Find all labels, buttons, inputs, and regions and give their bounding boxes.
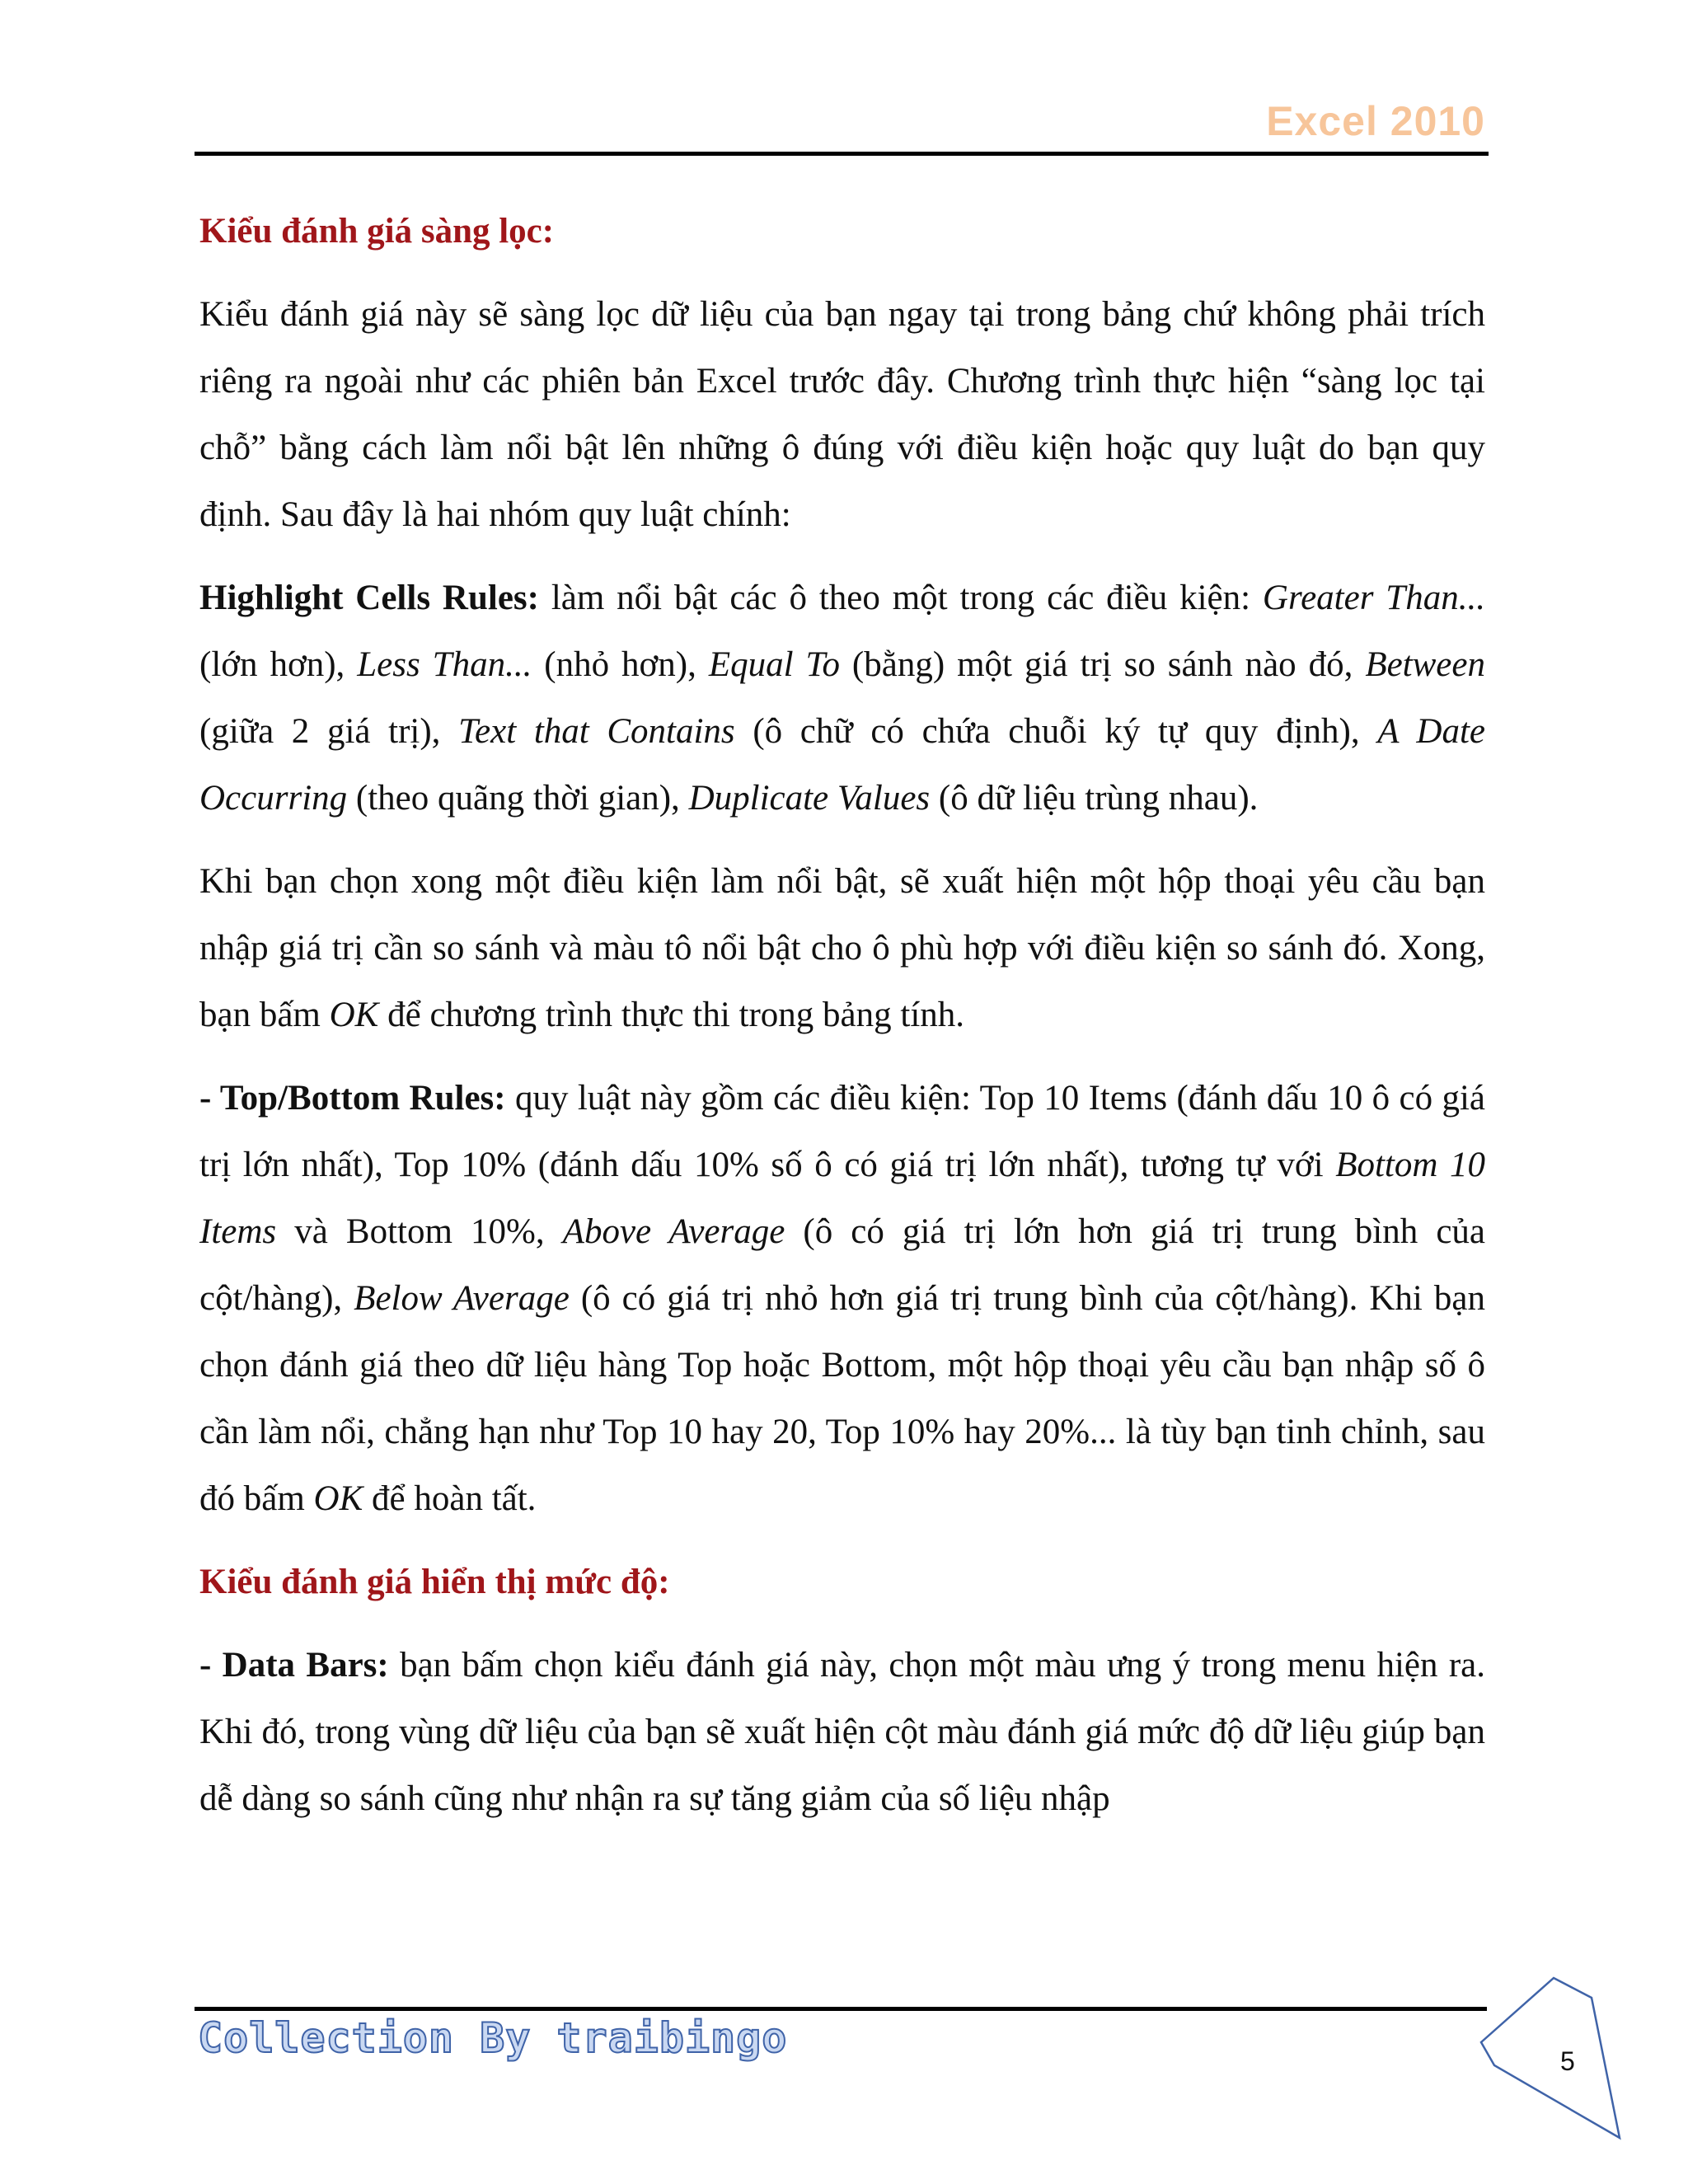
text-run: (bằng) một giá trị so sánh nào đó, bbox=[839, 645, 1366, 684]
text-run: và Bottom 10%, bbox=[276, 1212, 563, 1251]
term-data-bars: - Data Bars: bbox=[199, 1646, 389, 1685]
paragraph-intro: Kiểu đánh giá này sẽ sàng lọc dữ liệu của bạn ngay tại trong bảng chứ không phải trích riêng ra ngoài như các phiên bản Excel trước đây. Chương trình thực hiện “sàng lọc tại chỗ” bằng cách làm nổi bật lên những ô đúng với điều kiện hoặc quy luật do bạn quy định. Sau đây là hai nhóm quy luật chính: bbox=[199, 295, 1485, 534]
term-text-that-contains: Text that Contains bbox=[458, 712, 735, 751]
text-run: (giữa 2 giá trị), bbox=[199, 712, 459, 751]
text-run: (lớn hơn), bbox=[199, 645, 358, 684]
term-bottom-10-items: Bottom 10 Items bbox=[199, 1146, 1485, 1251]
term-top-bottom-rules: - Top/Bottom Rules: bbox=[199, 1079, 506, 1118]
text-run: để hoàn tất. bbox=[363, 1479, 537, 1518]
text-run: để chương trình thực thi trong bảng tính. bbox=[378, 996, 965, 1034]
section-heading-level: Kiểu đánh giá hiển thị mức độ: bbox=[199, 1563, 670, 1601]
footer-collection-text: Collection By traibingo bbox=[198, 2014, 788, 2062]
term-below-average: Below Average bbox=[354, 1279, 570, 1318]
text-run: (ô dữ liệu trùng nhau). bbox=[930, 779, 1259, 818]
page-content bbox=[199, 198, 1485, 1849]
term-greater-than: Greater Than... bbox=[1262, 579, 1485, 617]
paragraph-highlight-dialog bbox=[199, 848, 1485, 1048]
term-above-average: Above Average bbox=[562, 1212, 785, 1251]
header-rule bbox=[195, 152, 1489, 156]
text-run: (ô có giá trị lớn hơn giá trị trung bình của cột/hàng), bbox=[199, 1212, 1485, 1318]
term-duplicate-values: Duplicate Values bbox=[688, 779, 931, 818]
footer-rule bbox=[195, 2007, 1487, 2011]
term-between: Between bbox=[1365, 645, 1485, 684]
text-run: (ô chữ có chứa chuỗi ký tự quy định), bbox=[734, 712, 1378, 751]
text-run: (nhỏ hơn), bbox=[532, 645, 709, 684]
text-run: (theo quãng thời gian), bbox=[347, 779, 689, 818]
header-title: Excel 2010 bbox=[1266, 98, 1485, 144]
term-ok: OK bbox=[313, 1479, 363, 1518]
paragraph-data-bars bbox=[199, 1632, 1485, 1832]
paragraph-highlight-cells-rules bbox=[199, 565, 1485, 832]
text-run: quy luật này gồm các điều kiện: Top 10 Items (đánh dấu 10 ô có giá trị lớn nhất), Top 10% (đánh dấu 10% số ô có giá trị lớn nhất), tương tự với bbox=[199, 1079, 1485, 1184]
paragraph-top-bottom-rules bbox=[199, 1065, 1485, 1532]
page-number: 5 bbox=[1560, 2046, 1575, 2076]
term-less-than: Less Than... bbox=[357, 645, 532, 684]
section-heading-filter: Kiểu đánh giá sàng lọc: bbox=[199, 212, 555, 251]
text-run: bạn bấm chọn kiểu đánh giá này, chọn một màu ưng ý trong menu hiện ra. Khi đó, trong vùng dữ liệu của bạn sẽ xuất hiện cột màu đánh giá mức độ dữ liệu giúp bạn dễ dàng so sánh cũng như nhận ra sự tăng giảm của số liệu nhập bbox=[199, 1646, 1486, 1818]
page-number-badge-icon bbox=[1479, 1976, 1624, 2158]
term-ok: OK bbox=[329, 996, 379, 1034]
text-run: (ô có giá trị nhỏ hơn giá trị trung bình của cột/hàng). Khi bạn chọn đánh giá theo dữ liệu hàng Top hoặc Bottom, một hộp thoại yêu cầu bạn nhập số ô cần làm nổi, chẳng hạn như Top 10 hay 20, Top 10% hay 20%... là tùy bạn tinh chỉnh, sau đó bấm bbox=[199, 1279, 1485, 1518]
term-equal-to: Equal To bbox=[708, 645, 840, 684]
text-run: Khi bạn chọn xong một điều kiện làm nổi bật, sẽ xuất hiện một hộp thoại yêu cầu bạn nhập giá trị cần so sánh và màu tô nổi bật cho ô phù hợp với điều kiện so sánh đó. Xong, bạn bấm bbox=[199, 862, 1485, 1034]
term-highlight-cells-rules: Highlight Cells Rules: bbox=[199, 579, 539, 617]
text-run: làm nổi bật các ô theo một trong các điều kiện: bbox=[538, 579, 1263, 617]
term-a-date-occurring: A Date Occurring bbox=[199, 712, 1485, 818]
